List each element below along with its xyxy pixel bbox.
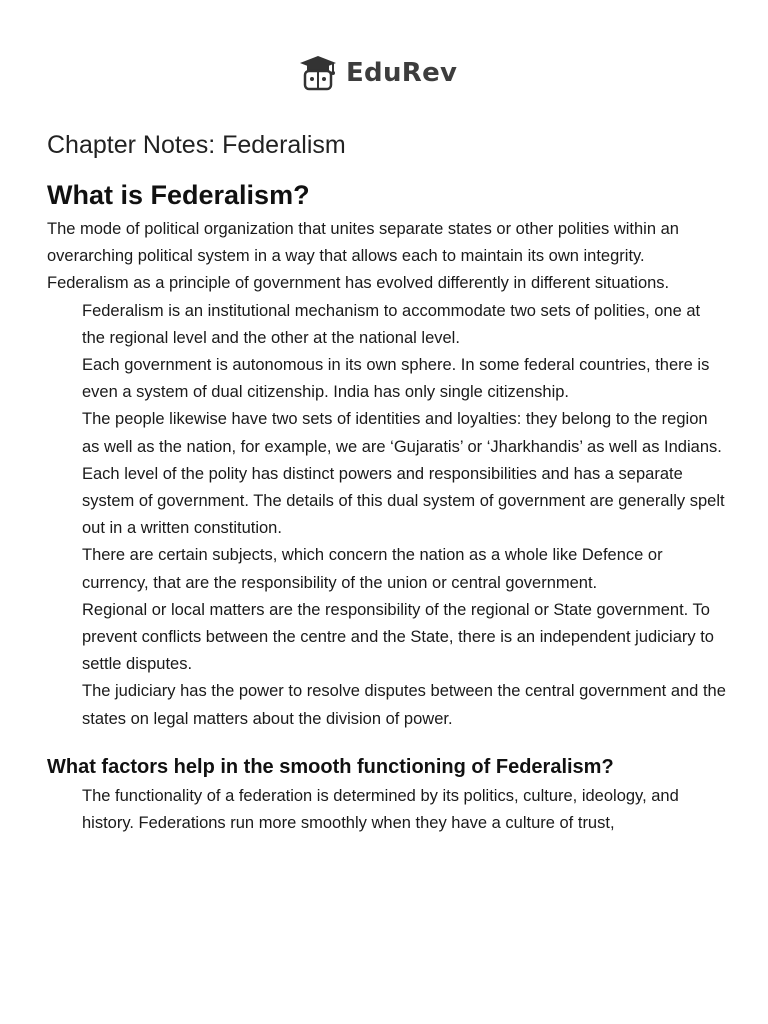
list-item: Regional or local matters are the responsibility of the regional or State government. To prevent conflicts between the centre and the State, there is an independent judiciary to settle disputes.: [82, 600, 714, 674]
document-body: [47, 128, 727, 837]
list-item: There are certain subjects, which concern the nation as a whole like Defence or currency, that are the responsibility of the union or central government.: [82, 546, 663, 592]
list-item: Federalism is an institutional mechanism to accommodate two sets of polities, one at the regional level and the other at the national level.: [82, 301, 701, 347]
section-heading-what-is-federalism: What is Federalism?: [47, 180, 310, 210]
paragraph: Federalism as a principle of government has evolved differently in different situations.: [47, 274, 670, 293]
list-item: The functionality of a federation is determined by its politics, culture, ideology, and history. Federations run more smoothly when they have a culture of trust,: [82, 786, 679, 833]
list-item: The people likewise have two sets of identities and loyalties: they belong to the region as well as the nation, for example, we are ‘Gujaratis’ or ‘Jharkhandis’ as well as Indians.: [82, 410, 722, 456]
edurev-logo[interactable]: [298, 54, 457, 92]
section-heading-smooth-functioning: What factors help in the smooth functioning of Federalism?: [47, 755, 614, 778]
list-item: The judiciary has the power to resolve disputes between the central government and the states on legal matters about the division of power.: [82, 682, 726, 728]
paragraph: The mode of political organization that unites separate states or other polities within an overarching political system in a way that allows each to maintain its own integrity.: [47, 220, 679, 266]
chapter-title: Chapter Notes: Federalism: [47, 131, 346, 159]
list-item: Each level of the polity has distinct powers and responsibilities and has a separate system of government. The details of this dual system of government are generally spelt out in a written constitution.: [82, 464, 725, 538]
list-item: Each government is autonomous in its own sphere. In some federal countries, there is even a system of dual citizenship. India has only single citizenship.: [82, 356, 710, 402]
graduation-cap-logo-icon: [298, 54, 338, 92]
logo-text: EduRev: [346, 58, 458, 88]
